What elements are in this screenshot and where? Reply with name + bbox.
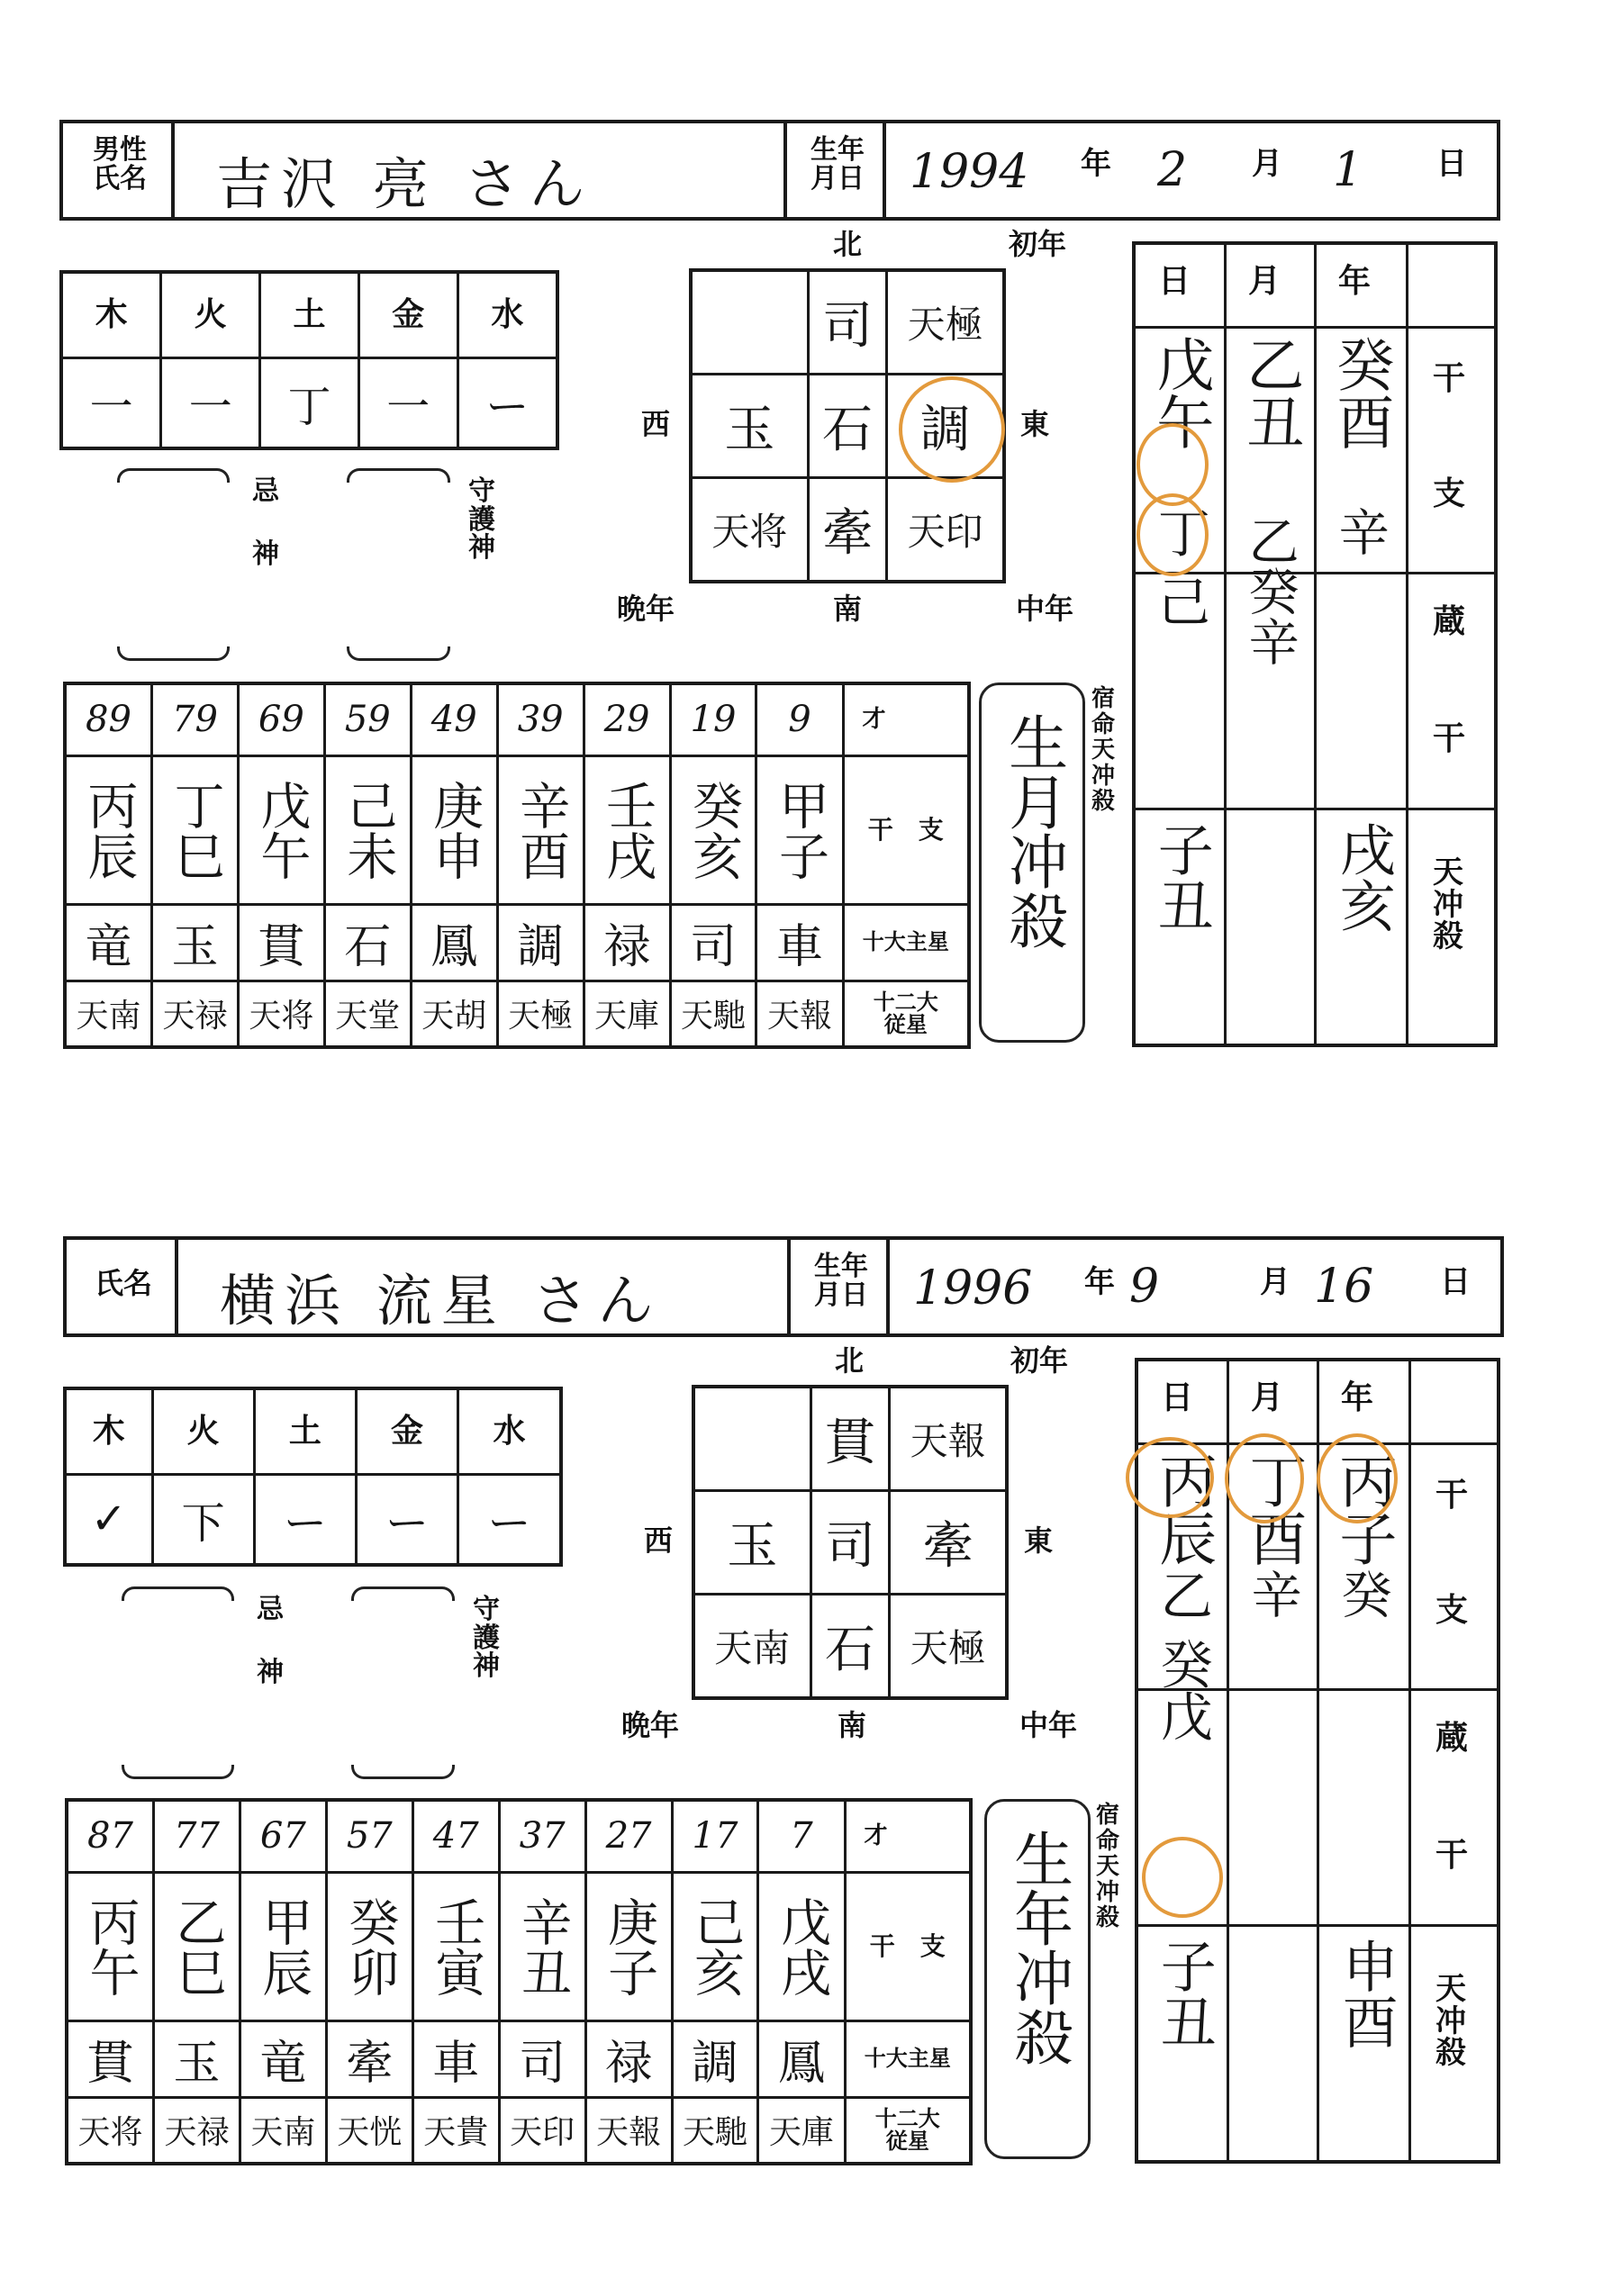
gogyo-mark: ー bbox=[457, 357, 557, 448]
luck-jusei: 車 bbox=[756, 904, 843, 981]
tenchu-day: 子丑 bbox=[1151, 1938, 1218, 2049]
luck-jusei: 石 bbox=[324, 904, 411, 981]
gogyo-mark: 丁 bbox=[260, 357, 359, 448]
luck-jusei: 牽 bbox=[326, 2020, 412, 2097]
gogyo-mark: 一 bbox=[358, 357, 457, 448]
shi-label: 支 bbox=[1435, 1592, 1469, 1629]
element-fire: 火 bbox=[152, 1388, 254, 1474]
zoukan-day: 丁 己 bbox=[1148, 506, 1210, 628]
luck-kanshi: 辛酉 bbox=[497, 755, 584, 904]
zoukan-year: 辛 bbox=[1330, 506, 1390, 556]
birth-label: 生年 月日 bbox=[810, 134, 865, 194]
chunen-label: 中年 bbox=[1016, 592, 1074, 626]
luck-jusei: 玉 bbox=[152, 904, 239, 981]
luck-age: 67 bbox=[240, 1800, 326, 1872]
luck-jusei: 車 bbox=[412, 2020, 499, 2097]
luck-kanshi: 戊午 bbox=[238, 755, 324, 904]
luck-junisei: 天庫 bbox=[584, 981, 670, 1047]
luck-junisei: 天胡 bbox=[411, 981, 497, 1047]
element-water: 水 bbox=[457, 272, 557, 357]
luck-age: 49 bbox=[411, 683, 497, 755]
luck-junisei: 天馳 bbox=[672, 2097, 758, 2164]
luck-kanshi: 甲子 bbox=[756, 755, 843, 904]
east-label: 東 bbox=[1020, 407, 1050, 441]
luck-kanshi: 癸卯 bbox=[326, 1872, 412, 2020]
luck-kanshi: 庚申 bbox=[411, 755, 497, 904]
luck-junisei: 天堂 bbox=[324, 981, 411, 1047]
west-label: 西 bbox=[644, 1523, 674, 1558]
luck-age: 37 bbox=[499, 1800, 585, 1872]
shukumei-label: 宿 命 天 冲 殺 bbox=[1091, 685, 1116, 816]
gogyo-mark: ✓ bbox=[65, 1474, 152, 1565]
luck-junisei: 天将 bbox=[238, 981, 324, 1047]
pillar-year-label: 年 bbox=[1338, 263, 1372, 300]
grid-southeast: 天極 bbox=[890, 1594, 1007, 1698]
day-label: 日 bbox=[1436, 146, 1467, 182]
luck-age: 57 bbox=[326, 1800, 412, 1872]
gogyo-mark: 下 bbox=[152, 1474, 254, 1565]
luck-junisei: 天恍 bbox=[326, 2097, 412, 2164]
luck-age: 59 bbox=[324, 683, 411, 755]
grid-west: 玉 bbox=[693, 1491, 810, 1595]
kanshi-month: 丁酉 bbox=[1239, 1451, 1307, 1567]
luck-jusei: 貫 bbox=[238, 904, 324, 981]
name-bar bbox=[63, 1236, 1504, 1337]
sai-label: 才 bbox=[843, 683, 969, 755]
element-wood: 木 bbox=[61, 272, 161, 357]
luck-junisei: 天禄 bbox=[152, 981, 239, 1047]
north-label: 北 bbox=[835, 1343, 865, 1378]
luck-table bbox=[65, 1798, 973, 2165]
pillar-day-label: 日 bbox=[1158, 263, 1191, 300]
kijin-label: 忌 bbox=[252, 475, 279, 507]
grid-south: 牽 bbox=[808, 477, 887, 582]
tenchusatsu-label: 天 冲 殺 bbox=[1433, 854, 1463, 955]
zoukan-day: 乙 癸戊 bbox=[1151, 1568, 1213, 1742]
luck-kanshi: 壬寅 bbox=[412, 1872, 499, 2020]
element-earth: 土 bbox=[260, 272, 359, 357]
kijin-shin-label: 神 bbox=[257, 1657, 284, 1688]
luck-jusei: 貫 bbox=[67, 2020, 154, 2097]
birth-day: 1 bbox=[1333, 143, 1363, 197]
pillar-day-label: 日 bbox=[1161, 1379, 1194, 1416]
highlight-circle bbox=[1142, 1837, 1223, 1918]
shi-label: 支 bbox=[1433, 475, 1466, 512]
luck-jusei: 禄 bbox=[585, 2020, 672, 2097]
luck-junisei: 天禄 bbox=[154, 2097, 240, 2164]
birth-day: 16 bbox=[1314, 1260, 1374, 1314]
zou-label: 蔵 bbox=[1435, 1720, 1469, 1757]
zoukan-month: 乙癸辛 bbox=[1240, 515, 1300, 666]
north-label: 北 bbox=[833, 227, 863, 261]
zoukan-month: 辛 bbox=[1243, 1568, 1302, 1619]
luck-age: 87 bbox=[67, 1800, 154, 1872]
shonen-label: 初年 bbox=[1009, 227, 1067, 261]
grid-center: 石 bbox=[808, 375, 887, 478]
luck-kanshi: 甲辰 bbox=[240, 1872, 326, 2020]
pillar-month-label: 月 bbox=[1248, 263, 1281, 300]
tenchu-year: 戌亥 bbox=[1330, 821, 1397, 933]
luck-jusei: 調 bbox=[497, 904, 584, 981]
luck-junisei: 天南 bbox=[65, 981, 152, 1047]
luck-kanshi: 己未 bbox=[324, 755, 411, 904]
luck-age: 47 bbox=[412, 1800, 499, 1872]
kijin-label: 忌 bbox=[257, 1594, 284, 1625]
luck-age: 79 bbox=[152, 683, 239, 755]
luck-age: 17 bbox=[672, 1800, 758, 1872]
judai-label: 十大主星 bbox=[843, 904, 969, 981]
gogyo-mark: 一 bbox=[161, 357, 260, 448]
luck-junisei: 天極 bbox=[497, 981, 584, 1047]
junidai-label: 十二大 従星 bbox=[845, 2097, 971, 2164]
element-water: 水 bbox=[458, 1388, 561, 1474]
luck-jusei: 鳳 bbox=[411, 904, 497, 981]
star-grid bbox=[692, 1385, 1009, 1700]
luck-junisei: 天報 bbox=[756, 981, 843, 1047]
birth-year: 1996 bbox=[913, 1261, 1033, 1315]
gogyo-mark: ー bbox=[458, 1474, 561, 1565]
shugojin-label: 守 護 神 bbox=[468, 475, 495, 564]
person-name: 吉沢 亮 さん bbox=[216, 151, 594, 217]
luck-junisei: 天印 bbox=[499, 2097, 585, 2164]
chunen-label: 中年 bbox=[1019, 1708, 1078, 1742]
birth-label: 生年 月日 bbox=[814, 1251, 868, 1311]
kanshi-day: 丙辰 bbox=[1149, 1451, 1217, 1567]
luck-junisei: 天貴 bbox=[412, 2097, 499, 2164]
luck-kanshi: 庚子 bbox=[585, 1872, 672, 2020]
luck-junisei: 天将 bbox=[67, 2097, 154, 2164]
kanshi-row-label: 干 支 bbox=[845, 1872, 971, 2020]
luck-kanshi: 壬戌 bbox=[584, 755, 670, 904]
luck-jusei: 鳳 bbox=[758, 2020, 845, 2097]
kanshi-year: 丙子 bbox=[1329, 1451, 1397, 1567]
kanshi-year: 癸酉 bbox=[1327, 335, 1394, 450]
luck-age: 27 bbox=[585, 1800, 672, 1872]
kanshi-label: 干 bbox=[1435, 1477, 1469, 1514]
gogyo-table bbox=[59, 270, 559, 450]
pillar-month-label: 月 bbox=[1251, 1379, 1284, 1416]
luck-age: 19 bbox=[670, 683, 756, 755]
luck-jusei: 調 bbox=[672, 2020, 758, 2097]
zou-label: 蔵 bbox=[1433, 603, 1466, 640]
grid-north: 貫 bbox=[810, 1387, 890, 1491]
shukumei-label: 宿 命 天 冲 殺 bbox=[1096, 1802, 1120, 1932]
day-label: 日 bbox=[1440, 1264, 1471, 1300]
luck-kanshi: 丙午 bbox=[67, 1872, 154, 2020]
shukumei-box bbox=[979, 682, 1085, 1043]
element-fire: 火 bbox=[161, 272, 260, 357]
luck-jusei: 玉 bbox=[154, 2020, 240, 2097]
luck-kanshi: 丙辰 bbox=[65, 755, 152, 904]
birth-month: 2 bbox=[1157, 143, 1188, 197]
shugojin-bracket-top bbox=[347, 468, 450, 483]
luck-kanshi: 戊戌 bbox=[758, 1872, 845, 2020]
kijin-bracket-bottom bbox=[117, 646, 230, 661]
birth-month: 9 bbox=[1129, 1260, 1160, 1314]
zoukan-year: 癸 bbox=[1333, 1568, 1392, 1619]
bannen-label: 晩年 bbox=[617, 592, 675, 626]
luck-kanshi: 辛丑 bbox=[499, 1872, 585, 2020]
luck-jusei: 司 bbox=[670, 904, 756, 981]
person-name: 横浜 流星 さん bbox=[220, 1268, 663, 1333]
shugojin-bracket-bottom bbox=[351, 1765, 455, 1779]
luck-age: 69 bbox=[238, 683, 324, 755]
luck-age: 39 bbox=[497, 683, 584, 755]
grid-east: 調 bbox=[887, 375, 1004, 478]
gogyo-mark: 一 bbox=[61, 357, 161, 448]
luck-table bbox=[63, 682, 971, 1049]
tenchusatsu-label: 天 冲 殺 bbox=[1435, 1971, 1466, 2072]
kanshi-day: 戊午 bbox=[1146, 335, 1214, 450]
luck-jusei: 司 bbox=[499, 2020, 585, 2097]
grid-north: 司 bbox=[808, 270, 887, 375]
grid-south: 石 bbox=[810, 1594, 890, 1698]
grid-northeast: 天極 bbox=[887, 270, 1004, 375]
south-label: 南 bbox=[838, 1708, 867, 1742]
shukumei-box bbox=[984, 1799, 1091, 2159]
luck-kanshi: 己亥 bbox=[672, 1872, 758, 2020]
kijin-bracket-bottom bbox=[122, 1765, 234, 1779]
tenchu-day: 子丑 bbox=[1148, 821, 1215, 933]
year-label: 年 bbox=[1084, 1264, 1115, 1300]
luck-jusei: 竜 bbox=[65, 904, 152, 981]
luck-age: 9 bbox=[756, 683, 843, 755]
element-earth: 土 bbox=[254, 1388, 356, 1474]
birth-year: 1994 bbox=[910, 145, 1029, 199]
element-metal: 金 bbox=[356, 1388, 457, 1474]
luck-kanshi: 丁巳 bbox=[152, 755, 239, 904]
element-wood: 木 bbox=[65, 1388, 152, 1474]
east-label: 東 bbox=[1024, 1523, 1054, 1558]
luck-kanshi: 癸亥 bbox=[670, 755, 756, 904]
judai-label: 十大主星 bbox=[845, 2020, 971, 2097]
gogyo-table bbox=[63, 1387, 563, 1567]
grid-center: 司 bbox=[810, 1491, 890, 1595]
name-label: 男性 氏名 bbox=[93, 134, 147, 194]
kijin-bracket-top bbox=[122, 1586, 234, 1601]
luck-junisei: 天南 bbox=[240, 2097, 326, 2164]
highlight-circle bbox=[1126, 1437, 1214, 1518]
month-label: 月 bbox=[1260, 1264, 1290, 1300]
luck-age: 29 bbox=[584, 683, 670, 755]
south-label: 南 bbox=[833, 592, 863, 626]
month-label: 月 bbox=[1252, 146, 1282, 182]
highlight-circle bbox=[1137, 493, 1209, 576]
kanshi-label: 干 bbox=[1433, 360, 1466, 397]
pillar-year-label: 年 bbox=[1341, 1379, 1374, 1416]
luck-junisei: 天庫 bbox=[758, 2097, 845, 2164]
shukumei-value: 生月冲殺 bbox=[998, 712, 1068, 950]
zoukan-label: 干 bbox=[1435, 1837, 1469, 1874]
junidai-label: 十二大 従星 bbox=[843, 981, 969, 1047]
west-label: 西 bbox=[641, 407, 671, 441]
shukumei-value: 生年冲殺 bbox=[1003, 1829, 1073, 2066]
grid-northeast: 天報 bbox=[890, 1387, 1007, 1491]
luck-junisei: 天馳 bbox=[670, 981, 756, 1047]
luck-junisei: 天報 bbox=[585, 2097, 672, 2164]
luck-age: 89 bbox=[65, 683, 152, 755]
luck-kanshi: 乙巳 bbox=[154, 1872, 240, 2020]
shugojin-bracket-bottom bbox=[347, 646, 450, 661]
highlight-circle bbox=[1225, 1433, 1304, 1523]
gogyo-mark: ー bbox=[356, 1474, 457, 1565]
grid-southwest: 天南 bbox=[693, 1594, 810, 1698]
year-label: 年 bbox=[1081, 146, 1111, 182]
shonen-label: 初年 bbox=[1010, 1343, 1069, 1378]
kijin-bracket-top bbox=[117, 468, 230, 483]
sai-label: 才 bbox=[845, 1800, 971, 1872]
luck-jusei: 禄 bbox=[584, 904, 670, 981]
shugojin-bracket-top bbox=[351, 1586, 455, 1601]
tenchu-year: 申酉 bbox=[1333, 1938, 1399, 2049]
name-label: 氏名 bbox=[94, 1266, 152, 1300]
luck-age: 77 bbox=[154, 1800, 240, 1872]
luck-jusei: 竜 bbox=[240, 2020, 326, 2097]
pillars-table bbox=[1132, 241, 1498, 1047]
grid-east: 牽 bbox=[890, 1491, 1007, 1595]
grid-southeast: 天印 bbox=[887, 477, 1004, 582]
grid-west: 玉 bbox=[691, 375, 808, 478]
shugojin-label: 守 護 神 bbox=[473, 1594, 500, 1682]
bannen-label: 晩年 bbox=[621, 1708, 680, 1742]
element-metal: 金 bbox=[358, 272, 457, 357]
gogyo-mark: ー bbox=[254, 1474, 356, 1565]
highlight-circle bbox=[899, 376, 1005, 483]
kanshi-month: 乙丑 bbox=[1236, 335, 1304, 450]
grid-southwest: 天将 bbox=[691, 477, 808, 582]
kanshi-row-label: 干 支 bbox=[843, 755, 969, 904]
highlight-circle bbox=[1317, 1433, 1398, 1523]
zoukan-label: 干 bbox=[1433, 720, 1466, 757]
kijin-shin-label: 神 bbox=[252, 538, 279, 570]
name-bar bbox=[59, 120, 1500, 221]
luck-age: 7 bbox=[758, 1800, 845, 1872]
